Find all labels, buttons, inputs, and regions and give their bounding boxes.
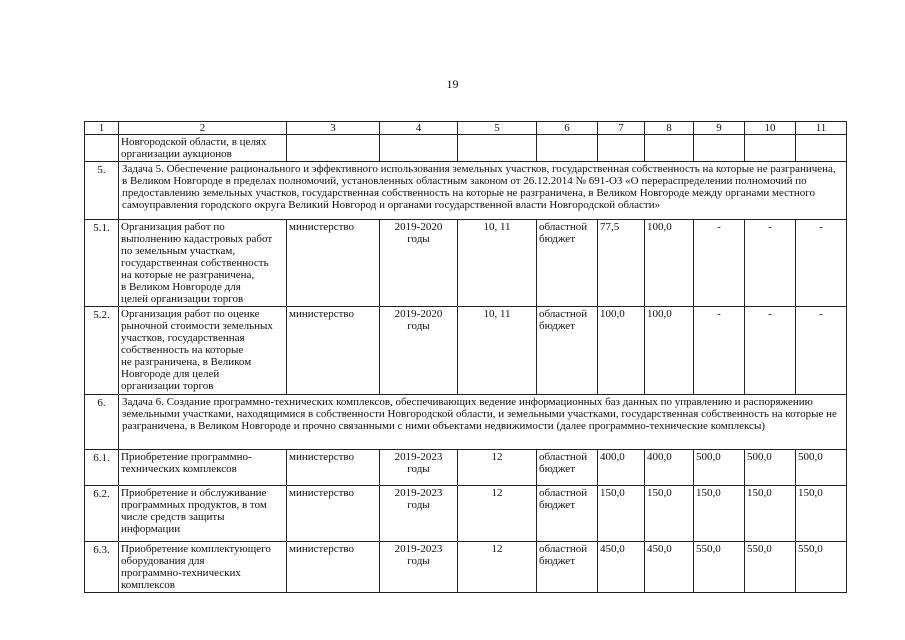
- funding-value: -: [796, 307, 847, 395]
- funding-value: -: [796, 220, 847, 307]
- funding-value: 150,0: [796, 486, 847, 542]
- term: 2019-2020 годы: [394, 308, 443, 332]
- term: 2019-2023 годы: [394, 487, 443, 511]
- term: 2019-2023 годы: [394, 451, 443, 475]
- funding-value: -: [694, 220, 745, 307]
- funding-value: 550,0: [694, 542, 745, 593]
- column-number: 3: [287, 122, 380, 135]
- term: 2019-2020 годы: [394, 221, 443, 245]
- funding-value: 500,0: [694, 450, 745, 486]
- row-number: 6.: [85, 395, 119, 450]
- target-indicator: 12: [458, 542, 537, 593]
- column-number: 4: [380, 122, 458, 135]
- target-indicator: 10, 11: [458, 307, 537, 395]
- executor: министерство: [287, 450, 380, 486]
- funding-value: 400,0: [598, 450, 645, 486]
- funding-value: -: [745, 220, 796, 307]
- funding-value: 550,0: [745, 542, 796, 593]
- funding-value: 100,0: [645, 220, 694, 307]
- program-table: [84, 121, 847, 593]
- column-number: 10: [745, 122, 796, 135]
- funding-value: -: [694, 307, 745, 395]
- funding-value: 400,0: [645, 450, 694, 486]
- task-text: Задача 5. Обеспечение рационального и эффективного использования земельных участков, государственная собственность на которые не разграничена, в Великом Новгороде в пределах полномочий, установленных областным законом от 26.12.2014 № 691-ОЗ «О перераспределении полномочий по предоставлению земельных участков, государственная собственность на которые не разграничена, в Великом Новгороде между органами местного самоуправления городского округа Великий Новгород и органами государственной власти Новгородской области»: [119, 162, 847, 220]
- column-number: 8: [645, 122, 694, 135]
- funding-value: 550,0: [796, 542, 847, 593]
- funding-value: 150,0: [694, 486, 745, 542]
- funding-value: 150,0: [745, 486, 796, 542]
- row-number: 5.2.: [85, 307, 119, 395]
- funding-source: областной бюджет: [539, 487, 588, 511]
- row-number: 6.2.: [85, 486, 119, 542]
- executor: министерство: [287, 307, 380, 395]
- table-row: [85, 542, 847, 593]
- funding-value: 450,0: [598, 542, 645, 593]
- executor: министерство: [287, 220, 380, 307]
- column-number: 1: [85, 122, 119, 135]
- executor: министерство: [287, 486, 380, 542]
- funding-value: -: [745, 307, 796, 395]
- table-row: [85, 220, 847, 307]
- task-row: [85, 395, 847, 450]
- funding-value: 500,0: [796, 450, 847, 486]
- funding-source: областной бюджет: [539, 308, 588, 332]
- column-number-row: [85, 122, 847, 135]
- continuation-row: [85, 135, 847, 162]
- target-indicator: 12: [458, 450, 537, 486]
- funding-value: 100,0: [598, 307, 645, 395]
- task-text: Задача 6. Создание программно-технических комплексов, обеспечивающих ведение информационных баз данных по управлению и распоряжению земельными участками, находящимися в собственности Новгородской области, и земельными участками, государственная собственность на которые не разграничена, в Великом Новгороде и прочно связанными с ними объектами недвижимости (далее программно-технические комплексы): [119, 395, 847, 450]
- term: 2019-2023 годы: [394, 543, 443, 567]
- activity-name: Организация работ по выполнению кадастровых работ по земельным участкам, государственная собственность на которые не разграничена, в Великом Новгороде для целей организации торгов: [121, 221, 273, 305]
- funding-value: 150,0: [598, 486, 645, 542]
- funding-value: 150,0: [645, 486, 694, 542]
- table-row: [85, 307, 847, 395]
- column-number: 5: [458, 122, 537, 135]
- activity-name: Приобретение и обслуживание программных продуктов, в том числе средств защиты информации: [121, 487, 267, 535]
- funding-value: 100,0: [645, 307, 694, 395]
- activity-name: Организация работ по оценке рыночной стоимости земельных участков, государственная собственность на которые не разграничена, в Великом Новгороде для целей организации торгов: [121, 308, 273, 392]
- row-number: 5.1.: [85, 220, 119, 307]
- row-number: 6.1.: [85, 450, 119, 486]
- task-row: [85, 162, 847, 220]
- table-row: [85, 450, 847, 486]
- row-number: 5.: [85, 162, 119, 220]
- row-number: 6.3.: [85, 542, 119, 593]
- funding-source: областной бюджет: [539, 221, 588, 245]
- table-row: [85, 486, 847, 542]
- continuation-text: Новгородской области, в целях организации аукционов: [121, 136, 267, 160]
- activity-name: Приобретение программно- технических комплексов: [121, 451, 252, 475]
- funding-value: 77,5: [598, 220, 645, 307]
- column-number: 7: [598, 122, 645, 135]
- executor: министерство: [287, 542, 380, 593]
- column-number: 6: [537, 122, 598, 135]
- funding-source: областной бюджет: [539, 451, 588, 475]
- column-number: 9: [694, 122, 745, 135]
- target-indicator: 10, 11: [458, 220, 537, 307]
- funding-value: 500,0: [745, 450, 796, 486]
- activity-name: Приобретение комплектующего оборудования для программно-технических комплексов: [121, 543, 271, 591]
- column-number: 2: [119, 122, 287, 135]
- target-indicator: 12: [458, 486, 537, 542]
- funding-value: 450,0: [645, 542, 694, 593]
- page-number: 19: [446, 77, 459, 91]
- column-number: 11: [796, 122, 847, 135]
- funding-source: областной бюджет: [539, 543, 588, 567]
